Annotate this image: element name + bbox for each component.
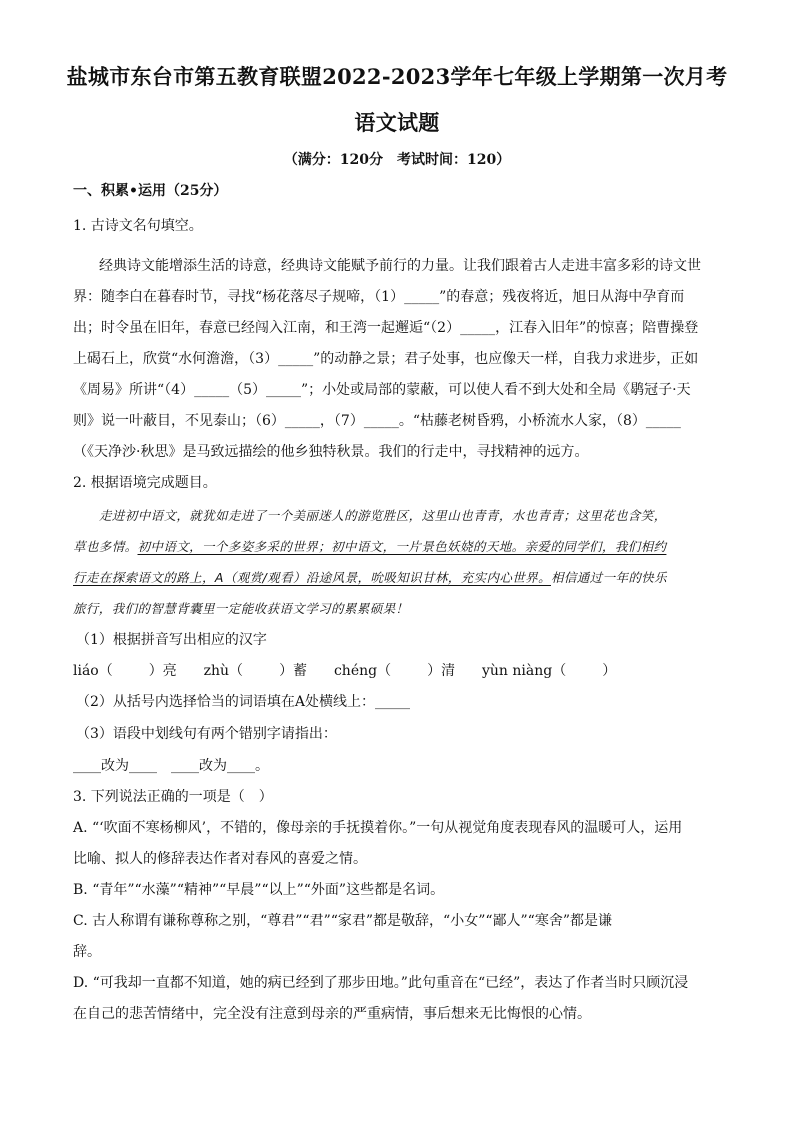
- section-heading: 一、积累•运用（25分）: [73, 183, 228, 199]
- passage-text: 草也多情。: [73, 539, 138, 554]
- subquestion-1: （1）根据拼音写出相应的汉字: [76, 632, 267, 648]
- pinyin-item: chéng（ ）清: [333, 663, 456, 679]
- handwritten-passage-line: [73, 568, 723, 588]
- subquestion-3-answer: ____改为____ ____改为____。: [73, 758, 269, 774]
- passage-line: 则》说一叶蔽目，不见泰山；（6）_____，（7）_____。“枯藤老树昏鸦，小桥流水人家，（8）_____: [73, 413, 681, 429]
- pinyin-item: liáo（ ）亮: [73, 663, 177, 679]
- passage-line: 上碣石上，欣赏“水何澹澹，（3）_____”的动静之景；君子处事，也应像天一样，自我力求进步，正如: [73, 351, 699, 367]
- option-d-continued: 在自己的悲苦情绪中，完全没有注意到母亲的严重病情，事后想来无比悔恨的心情。: [73, 1006, 591, 1022]
- passage-line: 界：随李白在暮春时节，寻找“杨花落尽子规啼，（1）_____”的春意；残夜将近，旭日从海中孕育而: [73, 289, 685, 305]
- option-c: C. 古人称谓有谦称尊称之别，“尊君”“君”“家君”都是敬辞，“小女”“鄙人”“寒舍”都是谦: [73, 913, 612, 929]
- question-3-prompt: 3. 下列说法正确的一项是（ ）: [73, 789, 273, 805]
- option-a: A. “‘吹面不寒杨柳风’，不错的，像母亲的手抚摸着你。”一句从视觉角度表现春风的温暖可人，运用: [73, 820, 683, 836]
- subquestion-3: （3）语段中划线句有两个错别字请指出：: [76, 726, 337, 742]
- option-d: D. “可我却一直都不知道，她的病已经到了那步田地。”此句重音在“已经”，表达了作者当时只顾沉浸: [73, 975, 689, 991]
- pinyin-item: yùn niàng（ ）: [482, 663, 617, 679]
- exam-title: 盐城市东台市第五教育联盟2022-2023学年七年级上学期第一次月考: [66, 64, 728, 89]
- passage-line: 出；时令虽在旧年，春意已经闯入江南，和王湾一起邂逅“（2）_____，江春入旧年”的惊喜；陪曹操登: [73, 320, 699, 336]
- exam-meta: （满分：120分 考试时间：120）: [283, 152, 511, 168]
- question-2-prompt: 2. 根据语境完成题目。: [73, 475, 217, 491]
- handwritten-passage-line: [73, 537, 723, 557]
- underlined-sentence: 初中语文，一个多姿多采的世界；初中语文，一片景色妖娆的天地。亲爱的同学们，我们相约: [137, 539, 667, 554]
- pinyin-row: [73, 661, 723, 681]
- handwritten-passage-line: 走进初中语文，就犹如走进了一个美丽迷人的游览胜区，这里山也青青，水也青青；这里花也含笑，: [99, 508, 667, 523]
- underlined-sentence: 行走在探索语文的路上，A（观赏/观看）沿途风景，吮吸知识甘林，充实内心世界。: [73, 570, 551, 585]
- exam-subject-title: 语文试题: [354, 110, 440, 135]
- passage-line: （《天净沙·秋思》是马致远描绘的他乡独特秋景。我们的行走中，寻找精神的远方。: [73, 444, 589, 460]
- passage-line: 《周易》所讲“（4）_____（5）_____”；小处或局部的蒙蔽，可以使人看不到大处和全局《鹖冠子·天: [73, 382, 691, 398]
- question-1-prompt: 1. 古诗文名句填空。: [73, 218, 203, 234]
- option-b: B. “青年”“水藻”“精神”“早晨”“以上”“外面”这些都是名词。: [73, 882, 445, 898]
- pinyin-item: zhù（ ）蓄: [203, 663, 308, 679]
- option-c-continued: 辞。: [73, 944, 101, 960]
- subquestion-2: （2）从括号内选择恰当的词语填在A处横线上：_____: [76, 694, 411, 710]
- option-a-continued: 比喻、拟人的修辞表达作者对春风的喜爱之情。: [73, 851, 367, 867]
- passage-line: 经典诗文能增添生活的诗意，经典诗文能赋予前行的力量。让我们跟着古人走进丰富多彩的诗文世: [99, 258, 701, 274]
- passage-text: 相信通过一年的快乐: [550, 570, 668, 585]
- handwritten-passage-line: 旅行，我们的智慧背囊里一定能收获语文学习的累累硕果！: [73, 601, 409, 616]
